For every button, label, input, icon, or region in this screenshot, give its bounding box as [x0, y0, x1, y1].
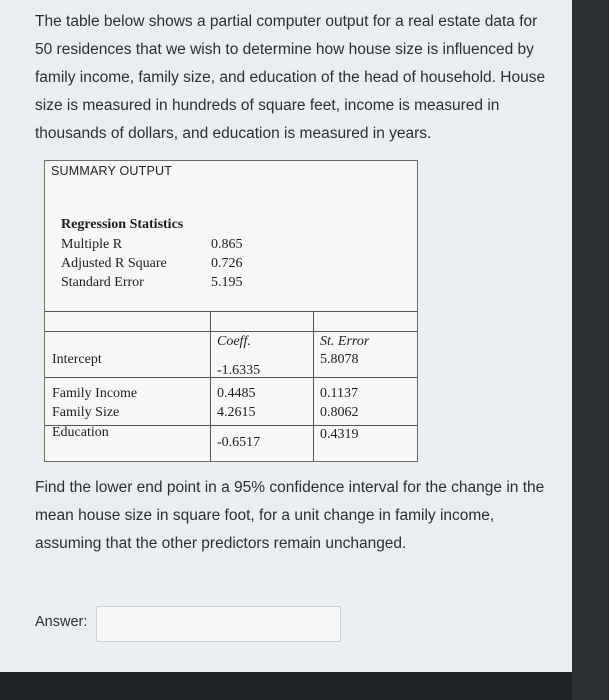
coeff-family-income: 0.4485: [217, 386, 256, 401]
background-edge: [572, 0, 609, 700]
prompt-line: thousands of dollars, and education is measured in years.: [35, 125, 432, 142]
stat-label-multiple-r: Multiple R: [61, 237, 123, 252]
table-rule: [45, 331, 417, 332]
prompt-line: 50 residences that we wish to determine how house size is influenced by: [35, 41, 534, 58]
coefficients-table: [45, 311, 417, 461]
se-education: 0.4319: [320, 427, 359, 442]
row-label-intercept: Intercept: [52, 352, 102, 367]
row-label-family-size: Family Size: [52, 405, 120, 420]
summary-output-title: SUMMARY OUTPUT: [51, 164, 173, 178]
coeff-intercept: -1.6335: [217, 363, 261, 378]
summary-output-image: [44, 160, 418, 462]
coeff-education: -0.6517: [217, 435, 261, 450]
prompt-line: The table below shows a partial computer output for a real estate data for: [35, 13, 538, 30]
se-family-income: 0.1137: [320, 386, 358, 401]
row-label-education: Education: [52, 425, 109, 440]
stat-label-standard-error: Standard Error: [61, 275, 144, 290]
se-family-size: 0.8062: [320, 405, 359, 420]
stat-value-standard-error: 5.195: [211, 275, 243, 290]
table-rule: [210, 311, 211, 461]
column-header-coeff: Coeff.: [217, 334, 251, 349]
answer-input[interactable]: [96, 606, 341, 642]
question-text: [35, 474, 560, 558]
row-label-family-income: Family Income: [52, 386, 138, 401]
question-line: assuming that the other predictors remain unchanged.: [35, 535, 407, 552]
regression-statistics-heading: Regression Statistics: [61, 217, 184, 232]
stat-value-multiple-r: 0.865: [211, 237, 243, 252]
answer-label: Answer:: [35, 614, 88, 630]
stat-label-adjusted-r-square: Adjusted R Square: [61, 256, 167, 271]
question-line: Find the lower end point in a 95% confidence interval for the change in the: [35, 479, 545, 496]
coeff-family-size: 4.2615: [217, 405, 256, 420]
problem-statement: [35, 8, 560, 148]
stat-value-adjusted-r-square: 0.726: [211, 256, 243, 271]
question-line: mean house size in square foot, for a unit change in family income,: [35, 507, 495, 524]
prompt-line: size is measured in hundreds of square feet, income is measured in: [35, 97, 500, 114]
se-intercept: 5.8078: [320, 352, 359, 367]
prompt-line: family income, family size, and education of the head of household. House: [35, 69, 546, 86]
table-rule: [313, 311, 314, 461]
column-header-st-error: St. Error: [320, 334, 370, 349]
table-rule: [45, 311, 417, 312]
